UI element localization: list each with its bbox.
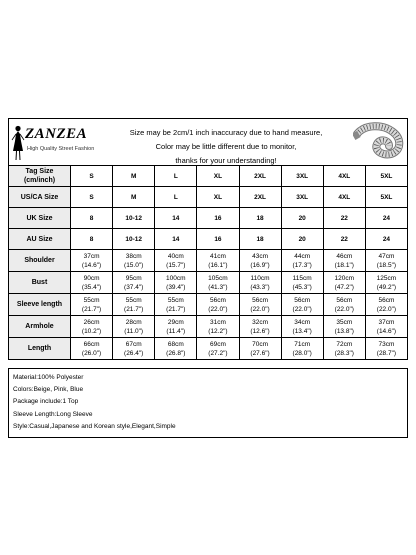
inch-value: (26.0") (81, 349, 102, 357)
table-cell (155, 338, 197, 360)
inch-value: (49.2") (376, 283, 397, 291)
table-row (9, 338, 408, 360)
inch-value: (21.7") (124, 305, 144, 313)
table-cell (197, 294, 239, 316)
inch-value: (12.2") (208, 327, 228, 335)
inch-value: (28.3") (334, 349, 354, 357)
table-cell (113, 294, 155, 316)
cm-value: 35cm (336, 318, 353, 326)
table-cell: 4XL (323, 187, 365, 208)
table-row (9, 187, 408, 208)
cm-value: 31cm (209, 318, 226, 326)
inch-value: (13.8") (334, 327, 354, 335)
brand-name: ZANZEA (25, 126, 88, 142)
table-cell: 5XL (365, 187, 407, 208)
cm-value: 120cm (334, 274, 355, 282)
detail-colors: Colors:Beige, Pink, Blue (13, 386, 84, 394)
inch-value: (16.9") (250, 261, 270, 269)
unit-label: (cm/inch) (23, 177, 56, 184)
table-row (9, 250, 408, 272)
inch-value: (27.2") (208, 349, 228, 357)
table-cell (281, 294, 323, 316)
cm-value: 40cm (167, 252, 184, 260)
size-header-cell: 5XL (365, 166, 407, 187)
cm-value: 28cm (125, 318, 142, 326)
table-row (9, 316, 408, 338)
table-cell: 8 (71, 208, 113, 229)
chart-header (8, 118, 408, 166)
row-label: Armhole (9, 316, 71, 338)
size-chart-card (8, 118, 408, 438)
table-cell (239, 250, 281, 272)
table-cell: 2XL (239, 187, 281, 208)
cm-value: 67cm (125, 340, 142, 348)
table-cell (155, 316, 197, 338)
table-cell (197, 250, 239, 272)
cm-value: 32cm (252, 318, 269, 326)
inch-value: (18.1") (334, 261, 354, 269)
cm-value: 73cm (378, 340, 395, 348)
table-cell (281, 250, 323, 272)
table-cell: 18 (239, 229, 281, 250)
inch-value: (21.7") (166, 305, 186, 313)
size-header-cell: 4XL (323, 166, 365, 187)
table-cell (155, 272, 197, 294)
inch-value: (21.7") (81, 305, 102, 313)
table-row (9, 208, 408, 229)
table-cell (197, 316, 239, 338)
cm-value: 100cm (166, 274, 186, 282)
cm-value: 72cm (336, 340, 353, 348)
table-cell: XL (197, 187, 239, 208)
cm-value: 69cm (209, 340, 226, 348)
table-cell (155, 250, 197, 272)
inch-value: (17.3") (292, 261, 312, 269)
inch-value: (10.2") (81, 327, 102, 335)
inch-value: (37.4") (124, 283, 144, 291)
table-cell (71, 272, 113, 294)
inch-value: (14.6") (376, 327, 397, 335)
inch-value: (22.0") (334, 305, 354, 313)
cm-value: 110cm (250, 274, 270, 282)
cm-value: 44cm (294, 252, 311, 260)
table-cell: 16 (197, 229, 239, 250)
table-cell: 24 (365, 208, 407, 229)
cm-value: 68cm (167, 340, 184, 348)
table-cell (239, 316, 281, 338)
inch-value: (12.6") (250, 327, 270, 335)
cm-value: 29cm (167, 318, 184, 326)
inch-value: (22.0") (376, 305, 397, 313)
notice-line-1: Size may be 2cm/1 inch inaccuracy due to hand measure, (129, 128, 323, 137)
table-cell (155, 294, 197, 316)
table-cell (281, 316, 323, 338)
size-header-cell: 2XL (239, 166, 281, 187)
inch-value: (45.3") (292, 283, 312, 291)
cm-value: 38cm (125, 252, 142, 260)
table-cell (365, 316, 407, 338)
table-cell: S (71, 187, 113, 208)
cm-value: 56cm (336, 296, 353, 304)
cm-value: 26cm (83, 318, 100, 326)
table-cell: 3XL (281, 187, 323, 208)
table-cell (113, 250, 155, 272)
inch-value: (18.5") (376, 261, 397, 269)
inch-value: (11.0") (124, 327, 144, 335)
table-cell (239, 272, 281, 294)
table-cell: 20 (281, 229, 323, 250)
cm-value: 90cm (83, 274, 100, 282)
table-cell: 10-12 (113, 208, 155, 229)
size-table (8, 165, 408, 360)
table-cell (323, 294, 365, 316)
brand-tagline: High Quality Street Fashion (27, 146, 95, 152)
inch-value: (11.4") (166, 327, 186, 335)
table-cell (197, 272, 239, 294)
cm-value: 55cm (167, 296, 184, 304)
inch-value: (22.0") (292, 305, 312, 313)
table-row (9, 294, 408, 316)
table-cell: L (155, 187, 197, 208)
cm-value: 125cm (376, 274, 397, 282)
table-cell (323, 338, 365, 360)
row-label: AU Size (9, 229, 71, 250)
row-label: Shoulder (9, 250, 71, 272)
row-label: Bust (9, 272, 71, 294)
inch-value: (26.8") (166, 349, 186, 357)
notice-line-3: thanks for your understanding! (175, 156, 277, 165)
table-cell (71, 338, 113, 360)
inch-value: (13.4") (292, 327, 312, 335)
table-cell (281, 338, 323, 360)
cm-value: 37cm (378, 318, 395, 326)
notice-line-2: Color may be little different due to monitor, (155, 142, 297, 151)
row-label: Sleeve length (9, 294, 71, 316)
table-cell: 22 (323, 229, 365, 250)
inch-value: (15.7") (166, 261, 186, 269)
inch-value: (22.0") (250, 305, 270, 313)
table-cell (239, 294, 281, 316)
inch-value: (43.3") (250, 283, 270, 291)
table-cell (281, 272, 323, 294)
table-row (9, 272, 408, 294)
table-cell: 24 (365, 229, 407, 250)
table-cell (197, 338, 239, 360)
cm-value: 70cm (252, 340, 269, 348)
inch-value: (14.6") (81, 261, 102, 269)
cm-value: 43cm (252, 252, 269, 260)
size-header-cell: M (113, 166, 155, 187)
cm-value: 105cm (208, 274, 228, 282)
row-label: Length (9, 338, 71, 360)
table-cell (239, 338, 281, 360)
detail-material: Material:100% Polyester (13, 374, 84, 381)
table-cell (323, 272, 365, 294)
size-header-cell: 3XL (281, 166, 323, 187)
table-cell (323, 316, 365, 338)
cm-value: 37cm (83, 252, 100, 260)
inch-value: (39.4") (166, 283, 186, 291)
table-cell (323, 250, 365, 272)
cm-value: 56cm (378, 296, 395, 304)
size-header-cell: S (71, 166, 113, 187)
cm-value: 56cm (294, 296, 311, 304)
table-cell (365, 272, 407, 294)
detail-package: Package include:1 Top (13, 398, 79, 406)
table-cell (113, 272, 155, 294)
inch-value: (41.3") (208, 283, 228, 291)
table-cell (365, 250, 407, 272)
inch-value: (35.4") (81, 283, 102, 291)
table-cell (71, 250, 113, 272)
size-header-cell: XL (197, 166, 239, 187)
measuring-tape-icon (353, 122, 405, 164)
inch-value: (16.1") (208, 261, 228, 269)
inch-value: (47.2") (334, 283, 354, 291)
measurement-notice (101, 126, 351, 168)
inch-value: (15.0") (124, 261, 144, 269)
table-cell (113, 316, 155, 338)
inch-value: (28.7") (376, 349, 397, 357)
table-cell: 18 (239, 208, 281, 229)
table-cell (71, 294, 113, 316)
cm-value: 115cm (292, 274, 312, 282)
inch-value: (22.0") (208, 305, 228, 313)
table-row (9, 229, 408, 250)
table-cell: 10-12 (113, 229, 155, 250)
table-cell: 8 (71, 229, 113, 250)
table-cell (365, 294, 407, 316)
detail-sleeve-length: Sleeve Length:Long Sleeve (13, 410, 93, 418)
size-header-cell: L (155, 166, 197, 187)
cm-value: 95cm (125, 274, 142, 282)
cm-value: 66cm (83, 340, 100, 348)
inch-value: (28.0") (292, 349, 312, 357)
detail-style: Style:Casual,Japanese and Korean style,Elegant,Simple (13, 422, 176, 430)
table-cell: M (113, 187, 155, 208)
cm-value: 55cm (125, 296, 142, 304)
table-cell (71, 316, 113, 338)
cm-value: 34cm (294, 318, 311, 326)
cm-value: 56cm (252, 296, 269, 304)
row-label: US/CA Size (9, 187, 71, 208)
table-header-row (9, 166, 408, 187)
cm-value: 46cm (336, 252, 353, 260)
table-cell: 22 (323, 208, 365, 229)
cm-value: 55cm (83, 296, 100, 304)
cm-value: 71cm (294, 340, 311, 348)
table-cell (365, 338, 407, 360)
cm-value: 41cm (209, 252, 226, 260)
row-label: UK Size (9, 208, 71, 229)
cm-value: 47cm (378, 252, 395, 260)
tag-size-header (9, 166, 71, 187)
cm-value: 56cm (209, 296, 226, 304)
table-cell: 20 (281, 208, 323, 229)
inch-value: (27.6") (250, 349, 270, 357)
table-cell (113, 338, 155, 360)
table-cell: 14 (155, 208, 197, 229)
fashion-figure-icon (11, 125, 25, 161)
tag-size-label: Tag Size (25, 168, 54, 175)
product-details (8, 368, 408, 438)
inch-value: (26.4") (124, 349, 144, 357)
table-cell: 16 (197, 208, 239, 229)
table-cell: 14 (155, 229, 197, 250)
